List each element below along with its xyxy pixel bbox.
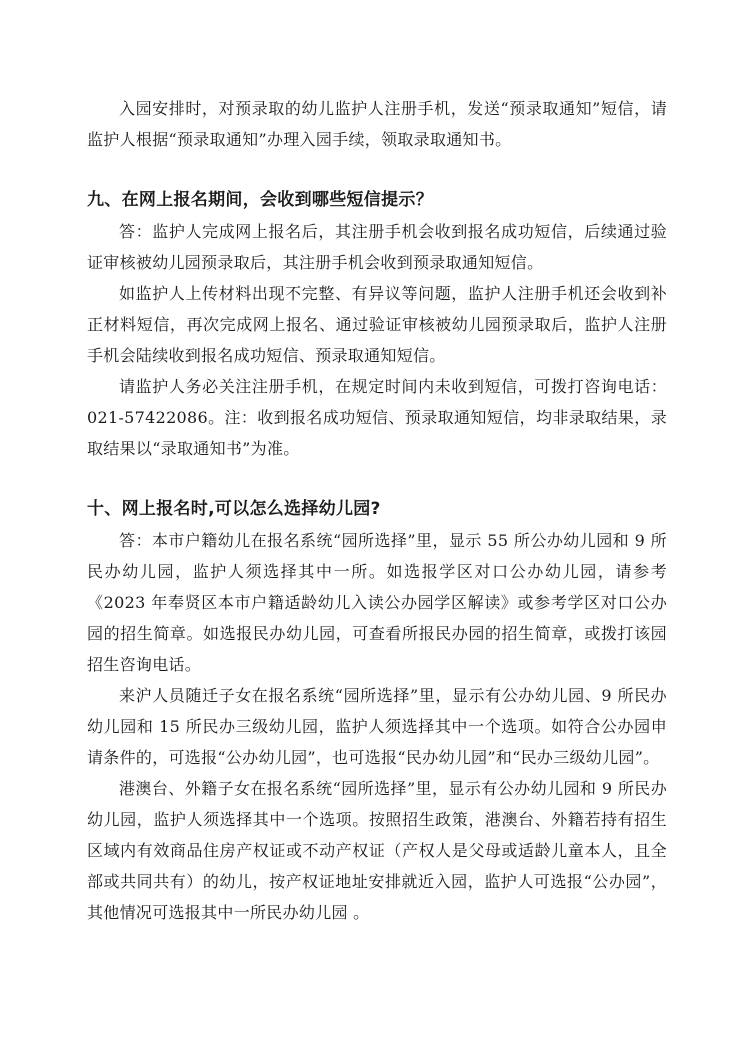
section-paragraph: 答：监护人完成网上报名后，其注册手机会收到报名成功短信，后续通过验证审核被幼儿园预录取后，其注册手机会收到预录取通知短信。 [87, 222, 667, 272]
section-paragraph: 来沪人员随迁子女在报名系统“园所选择”里，显示有公办幼儿园、9 所民办幼儿园和 15 所民办三级幼儿园，监护人须选择其中一个选项。如符合公办园申请条件的，可选报“公办幼儿园”，也可选报“民办幼儿园”和“民办三级幼儿园”。 [87, 686, 667, 767]
intro-paragraph: 入园安排时，对预录取的幼儿监护人注册手机，发送“预录取通知”短信，请监护人根据“预录取通知”办理入园手续，领取录取通知书。 [87, 99, 667, 149]
section-paragraph: 港澳台、外籍子女在报名系统“园所选择”里，显示有公办幼儿园和 9 所民办幼儿园，监护人须选择其中一个选项。按照招生政策，港澳台、外籍若持有招生区域内有效商品住房产权证或不动产权证（产权人是父母或适龄儿童本人，且全部或共同共有）的幼儿，按产权证地址安排就近入园，监护人可选报“公办园”，其他情况可选报其中一所民办幼儿园 。 [87, 779, 667, 922]
section-nine [87, 185, 667, 464]
section-heading: 十、网上报名时,可以怎么选择幼儿园? [87, 499, 381, 519]
document-body [87, 93, 667, 928]
spacer [87, 464, 667, 494]
section-paragraph: 请监护人务必关注注册手机，在规定时间内未收到短信，可拨打咨询电话：021-57422086。注：收到报名成功短信、预录取通知短信，均非录取结果，录取结果以“录取通知书”为准。 [87, 377, 667, 458]
section-heading: 九、在网上报名期间，会收到哪些短信提示？ [87, 190, 433, 210]
section-paragraph: 答：本市户籍幼儿在报名系统“园所选择”里，显示 55 所公办幼儿园和 9 所民办幼儿园，监护人须选择其中一所。如选报学区对口公办幼儿园，请参考《2023 年奉贤区本市户籍适龄幼儿入读公办园学区解读》或参考学区对口公办园的招生简章。如选报民办幼儿园，可查看所报民办园的招生简章，或拨打该园招生咨询电话。 [87, 531, 667, 674]
section-ten [87, 494, 667, 928]
spacer [87, 155, 667, 185]
section-paragraph: 如监护人上传材料出现不完整、有异议等问题，监护人注册手机还会收到补正材料短信，再次完成网上报名、通过验证审核被幼儿园预录取后，监护人注册手机会陆续收到报名成功短信、预录取通知短信。 [87, 284, 667, 365]
